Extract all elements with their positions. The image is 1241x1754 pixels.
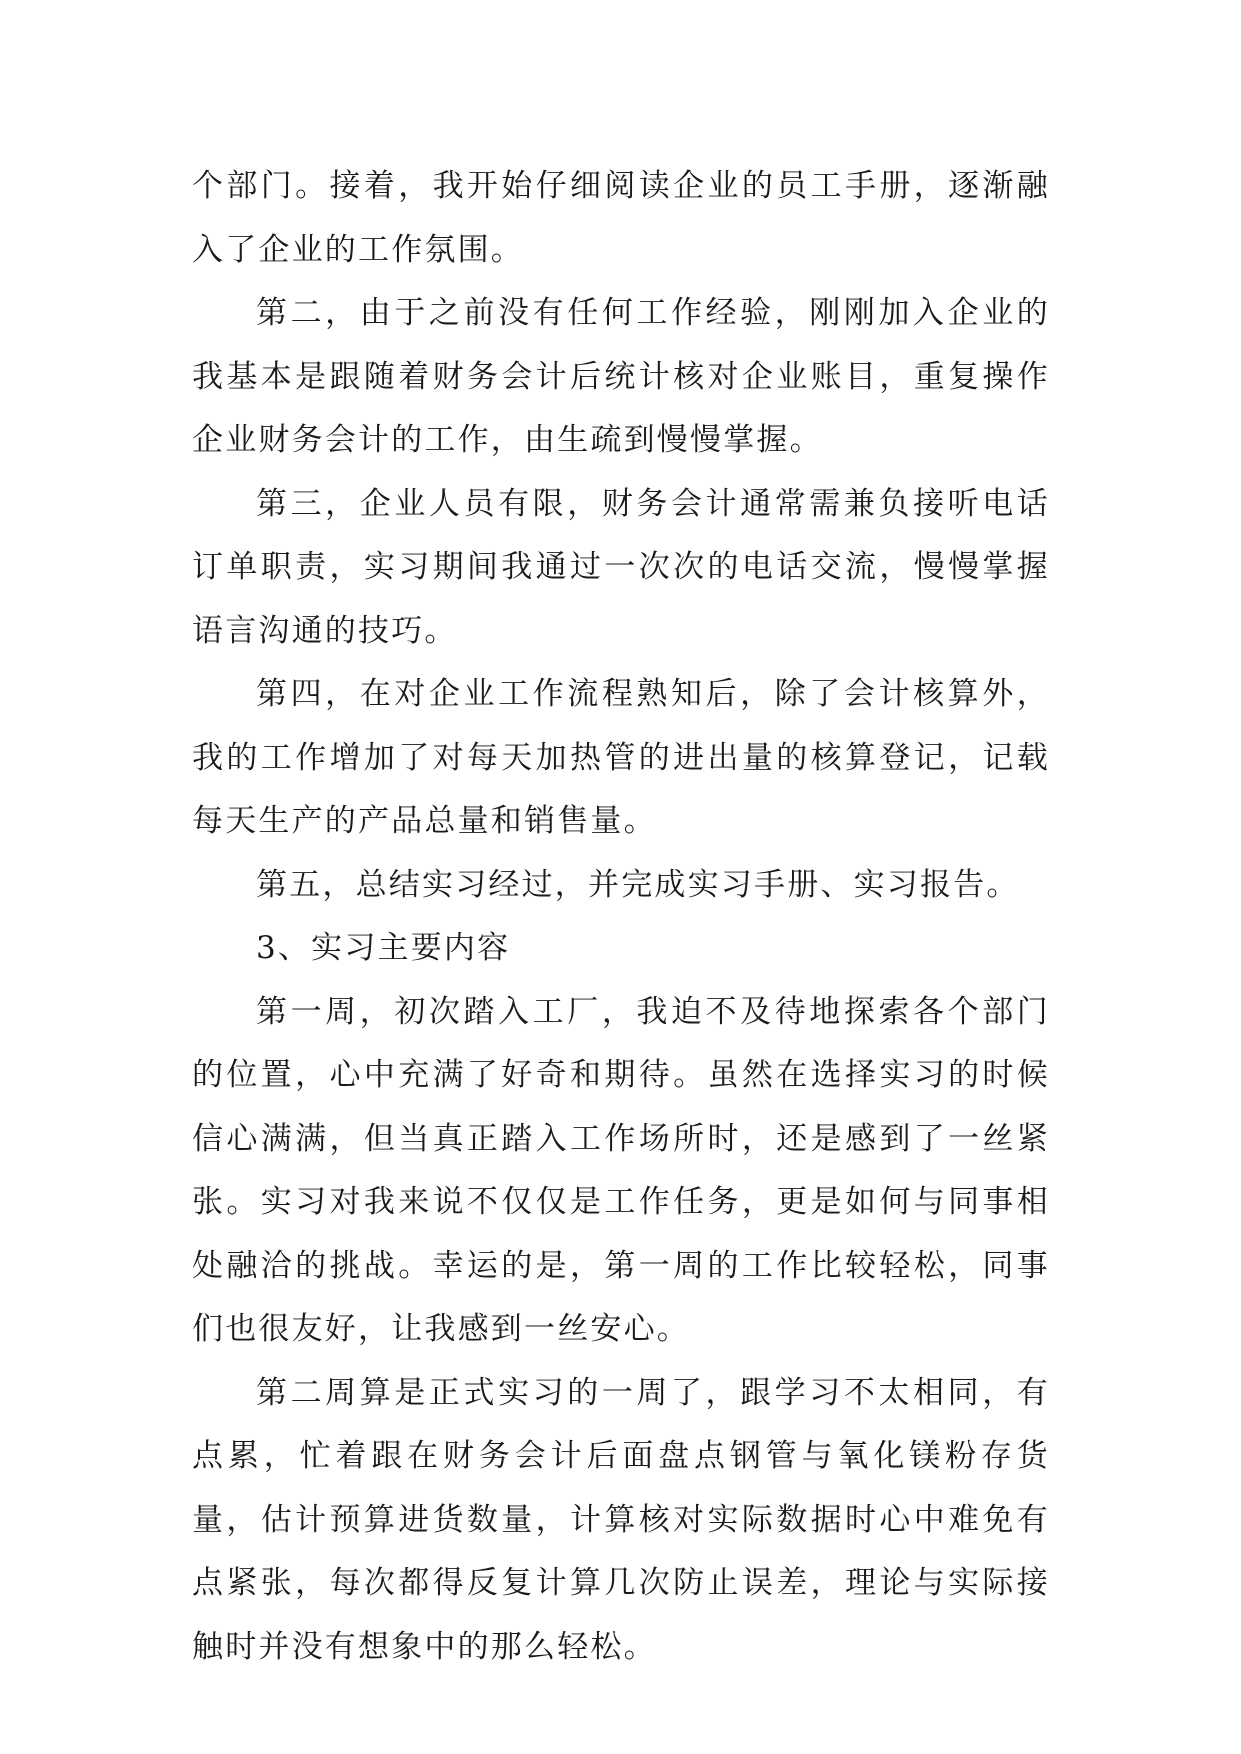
paragraph-1: 个部门。接着，我开始仔细阅读企业的员工手册，逐渐融入了企业的工作氛围。 bbox=[192, 168, 1050, 268]
paragraph-3: 第三，企业人员有限，财务会计通常需兼负接听电话订单职责，实习期间我通过一次次的电话交流，慢慢掌握语言沟通的技巧。 bbox=[192, 485, 1050, 649]
section-heading: 3、实习主要内容 bbox=[256, 930, 511, 966]
paragraph-4: 第四，在对企业工作流程熟知后，除了会计核算外，我的工作增加了对每天加热管的进出量的核算登记，记载每天生产的产品总量和销售量。 bbox=[192, 676, 1050, 839]
paragraph-5: 第五，总结实习经过，并完成实习手册、实习报告。 bbox=[256, 866, 1020, 903]
paragraph-2: 第二，由于之前没有任何工作经验，刚刚加入企业的我基本是跟随着财务会计后统计核对企业账目，重复操作企业财务会计的工作，由生疏到慢慢掌握。 bbox=[192, 295, 1050, 458]
paragraph-7: 第一周，初次踏入工厂，我迫不及待地探索各个部门的位置，心中充满了好奇和期待。虽然在选择实习的时候信心满满，但当真正踏入工作场所时，还是感到了一丝紧张。实习对我来说不仅仅是工作任务，更是如何与同事相处融洽的挑战。幸运的是，第一周的工作比较轻松，同事们也很友好，让我感到一丝安心。 bbox=[192, 993, 1050, 1347]
document-body bbox=[192, 155, 1050, 1679]
paragraph-8: 第二周算是正式实习的一周了，跟学习不太相同，有点累，忙着跟在财务会计后面盘点钢管与氧化镁粉存货量，估计预算进货数量，计算核对实际数据时心中难免有点紧张，每次都得反复计算几次防止误差，理论与实际接触时并没有想象中的那么轻松。 bbox=[192, 1374, 1050, 1665]
